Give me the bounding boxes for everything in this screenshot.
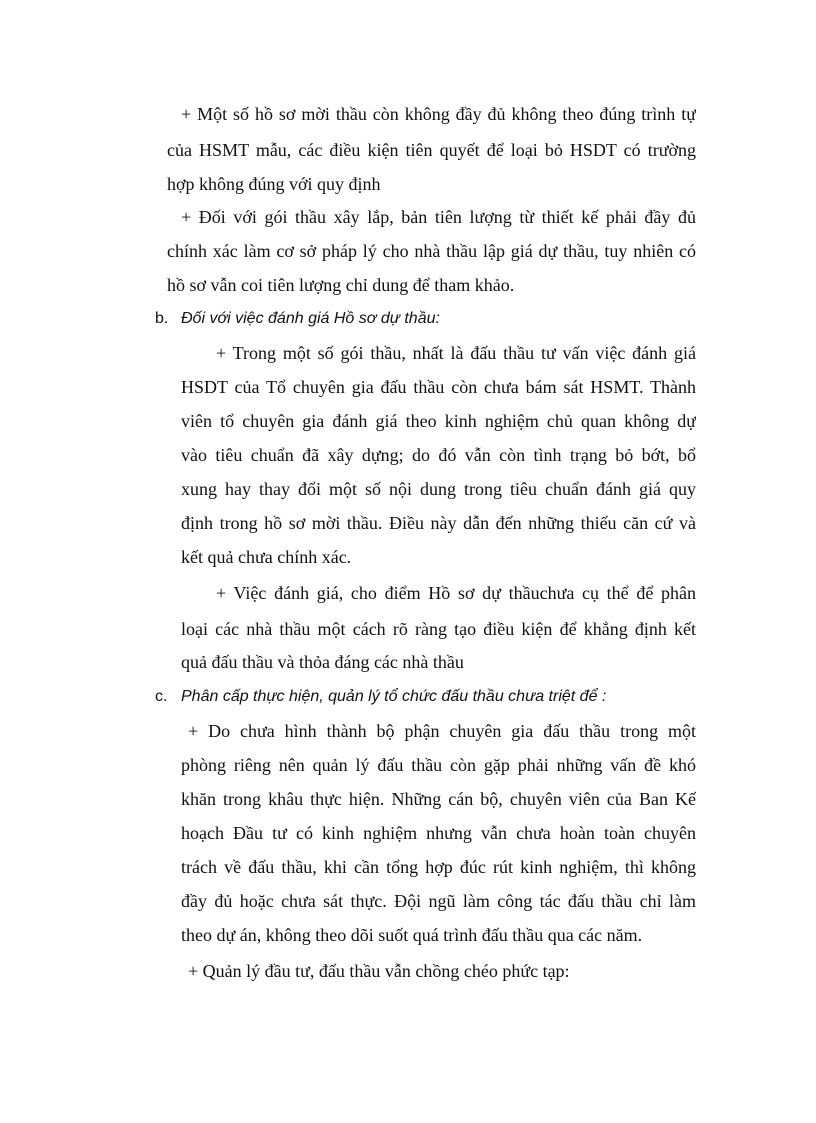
text-line: chính xác làm cơ sở pháp lý cho nhà thầu lập giá dự thầu, tuy nhiên có xyxy=(167,241,696,261)
section-b-title: Đối với việc đánh giá Hồ sơ dự thầu: xyxy=(181,310,440,327)
text-line: hồ sơ vẫn coi tiên lượng chỉ dung để tham khảo. xyxy=(167,275,515,295)
text-line: khăn trong khâu thực hiện. Những cán bộ, chuyên viên của Ban Kế xyxy=(181,789,696,809)
section-c-marker: c. xyxy=(155,688,168,705)
text-line: đầy đủ hoặc chưa sát thực. Đội ngũ làm công tác đấu thầu chỉ làm xyxy=(181,891,696,911)
text-line: xung hay thay đổi một số nội dung trong tiêu chuẩn đánh giá quy xyxy=(181,479,696,499)
text-line: hoạch Đầu tư có kinh nghiệm nhưng vẫn chưa hoàn toàn chuyên xyxy=(181,823,696,843)
text-line: loại các nhà thầu một cách rõ ràng tạo điều kiện để khẳng định kết xyxy=(181,619,696,639)
text-line: HSDT của Tổ chuyên gia đấu thầu còn chưa bám sát HSMT. Thành xyxy=(181,377,696,397)
text-line: hợp không đúng với quy định xyxy=(167,174,381,194)
text-line: của HSMT mẫu, các điều kiện tiên quyết để loại bỏ HSDT có trường xyxy=(167,140,696,160)
section-b-marker: b. xyxy=(155,310,169,327)
text-line: + Do chưa hình thành bộ phận chuyên gia đấu thầu trong một xyxy=(188,721,696,741)
text-line: viên tổ chuyên gia đánh giá theo kinh nghiệm chủ quan không dự xyxy=(181,411,696,431)
text-line: + Trong một số gói thầu, nhất là đấu thầu tư vấn việc đánh giá xyxy=(216,343,696,363)
text-line: trách về đấu thầu, khi cần tổng hợp đúc rút kinh nghiệm, thì không xyxy=(181,857,696,877)
text-line: theo dự án, không theo dõi suốt quá trình đấu thầu qua các năm. xyxy=(181,925,643,945)
text-line: định trong hồ sơ mời thầu. Điều này dẫn đến những thiếu căn cứ và xyxy=(181,513,696,533)
text-line: kết quả chưa chính xác. xyxy=(181,547,352,567)
section-c-title: Phân cấp thực hiện, quản lý tổ chức đấu thầu chưa triệt để : xyxy=(181,688,607,705)
text-line: + Việc đánh giá, cho điểm Hồ sơ dự thầuchưa cụ thể để phân xyxy=(216,583,696,603)
text-line: + Quản lý đầu tư, đấu thầu vẫn chồng chéo phức tạp: xyxy=(188,961,570,981)
text-line: phòng riêng nên quản lý đấu thầu còn gặp phải những vấn đề khó xyxy=(181,755,696,775)
text-line: + Một số hồ sơ mời thầu còn không đầy đủ không theo đúng trình tự xyxy=(181,104,696,124)
text-line: quả đấu thầu và thỏa đáng các nhà thầu xyxy=(181,652,464,672)
text-line: vào tiêu chuẩn đã xây dựng; do đó vẫn còn tình trạng bỏ bớt, bổ xyxy=(181,445,696,465)
text-line: + Đối với gói thầu xây lắp, bản tiên lượng từ thiết kế phải đầy đủ xyxy=(181,207,696,227)
